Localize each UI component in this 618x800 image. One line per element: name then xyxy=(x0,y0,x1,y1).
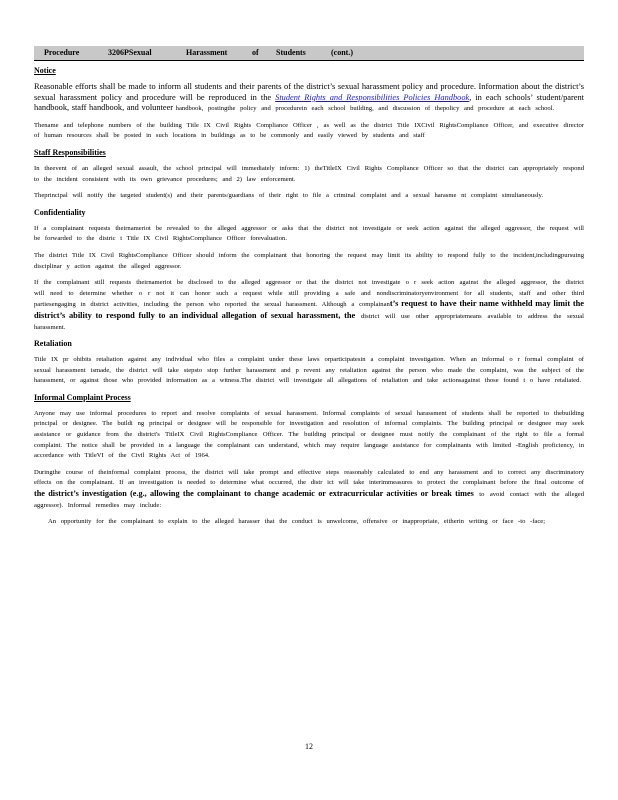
header-procedure-number: 3206PSexual xyxy=(108,48,152,57)
informal-p2-emphasis: the district’s investigation (e.g., allowing the complainant to change academic or extracurricular activities or break times xyxy=(34,489,474,499)
bullet-marker xyxy=(34,517,48,528)
header-title-word-3: Students xyxy=(276,48,306,57)
confidentiality-paragraph-1: If a complainant requests theirnameriot be revealed to the alleged aggressor or asks that the district not investigate or seek action against the alleged aggressor, the request will be forwarded to the distric t Title IX Civil RightsCompliance Officer forevaluation. xyxy=(34,224,584,243)
notice-paragraph-2: Thename and telephone numbers of the building Title IX Civil Rights Compliance Officer , as well as the district Title IXCivil RightsCompliance Officer, and executive director of human resources shall be posted in such locations in buildings as to be commonly and easily viewed by students and staff xyxy=(34,121,584,140)
informal-paragraph-1: Anyone may use informal procedures to report and resolve complaints of sexual harassment. Informal complaints of sexual harassment of students shall be reported to thebuilding principal or designee. The buildi ng principal or designee will be responsible for investigation and resolution of informal complaints. The building principal or designee may seek assistance or guidance from the district's TitleIX Civil RightsCompliance Officer. The building principal or designee must notify the complainant of the right to file a formal complaint. The notice shall be provided in a language the complainant can understand, which may require language assistance for complainants with limited -English proficiency, in accordance with TitleVI of the Civil Rights Act of 1964. xyxy=(34,409,584,460)
remedy-item-text: An opportunity for the complainant to explain to the alleged harasser that the conduct is unwelcome, offensive or inappropriate, eitherin writing or face -to -face; xyxy=(48,518,546,526)
informal-p2-text: Duringthe course of theinformal complaint process, the district will take prompt and effective steps reasonably calculated to end any harassment and to correct any discriminatory effects on the complainant. If an investigation is needed to determine what occurred, the distr ict will take interimmeasures to protect the complainant before the final outcome of xyxy=(34,468,584,487)
document-body xyxy=(34,66,584,528)
confidentiality-p3-tail: district will use other appropriatemeans available to address the sexual harassment. xyxy=(34,312,584,331)
confidentiality-p3-text: If the complainant still requests theirnameriot be disclosed to the alleged aggressor or that the district not investigate o r seek action against the alleged aggressor, the district will need to determine whether o r not it can honor such a request while still providing a safe and nondiscriminatoryenvironment for all students, staff and other third partiesengaging in district activities, including the person who reported the sexual harassment. Although a complainan xyxy=(34,279,584,309)
page-number: 12 xyxy=(305,742,313,751)
confidentiality-p3-emphasis: t’s request to have their name withheld may limit the district’s ability to respond fully to an individual allegation of sexual harassment, the xyxy=(34,299,585,320)
notice-p1-text-2: , in each schools’ student/parent handbook, staff handbook, and volunteer xyxy=(34,92,584,113)
header-title-word-2: of xyxy=(252,48,259,57)
retaliation-paragraph: Title IX pr ohibits retaliation against any individual who files a complaint under these laws orparticipatesin a complaint investigation. When an informal o r formal complaint of sexual harassment ismade, the district will take stepsto stop further harassment and p revent any retaliation against the person who made the complaint, was the subject of the harassment, or against those who provided information as a witness.The district will investigate all allegations of retaliation and take actionsagainst those found t o have retaliated. xyxy=(34,356,584,385)
handbook-link[interactable]: Student Rights and Responsibilities Policies Handbook xyxy=(275,92,470,102)
procedure-header-bar xyxy=(34,46,584,61)
notice-heading: Notice xyxy=(34,66,56,75)
notice-p1-text-3: handbook, postingthe policy and procedurein each school building, and discussion of thepolicy and procedure at each school. xyxy=(175,105,555,113)
notice-p1-text: Reasonable efforts shall be made to inform all students and their parents of the district’s sexual harassment policy and procedure. Information about the district’s sexual harassment policy and procedure will be reproduced in the xyxy=(34,82,584,102)
list-item xyxy=(34,517,584,528)
informal-p2-tail: to avoid contact with the alleged aggressor). Informal remedies may include: xyxy=(34,491,585,509)
staff-paragraph-2: Theprincipal will notify the targeted student(s) and their parents/guardians of their right to file a criminal complaint and a sexual harasme nt complaint simultaneously. xyxy=(34,192,544,200)
informal-complaint-heading: Informal Complaint Process xyxy=(34,392,131,402)
confidentiality-heading: Confidentiality xyxy=(34,207,86,217)
notice-paragraph-1 xyxy=(34,82,584,115)
header-title-word-1: Harassment xyxy=(186,48,228,57)
confidentiality-paragraph-3 xyxy=(34,278,584,333)
retaliation-heading: Retaliation xyxy=(34,339,72,349)
header-procedure-label: Procedure xyxy=(44,48,80,57)
header-continued: (cont.) xyxy=(331,48,353,57)
informal-paragraph-2 xyxy=(34,468,584,511)
staff-paragraph-1: In theevent of an alleged sexual assault, the school principal will immediately inform: 1) theTitleIX Civil Rights Compliance Officer so that the district can appropriately respond to the incident consistent with its own grievance procedures; and 2) law enforcement. xyxy=(34,164,584,183)
staff-responsibilities-heading: Staff Responsibilities xyxy=(34,147,106,157)
confidentiality-paragraph-2: The district Title IX Civil RightsCompliance Officer should inform the complainant that honoring the request may limit its ability to respond fully to the incident,includingpursuing disciplinar y action against the alleged aggressor. xyxy=(34,251,584,270)
